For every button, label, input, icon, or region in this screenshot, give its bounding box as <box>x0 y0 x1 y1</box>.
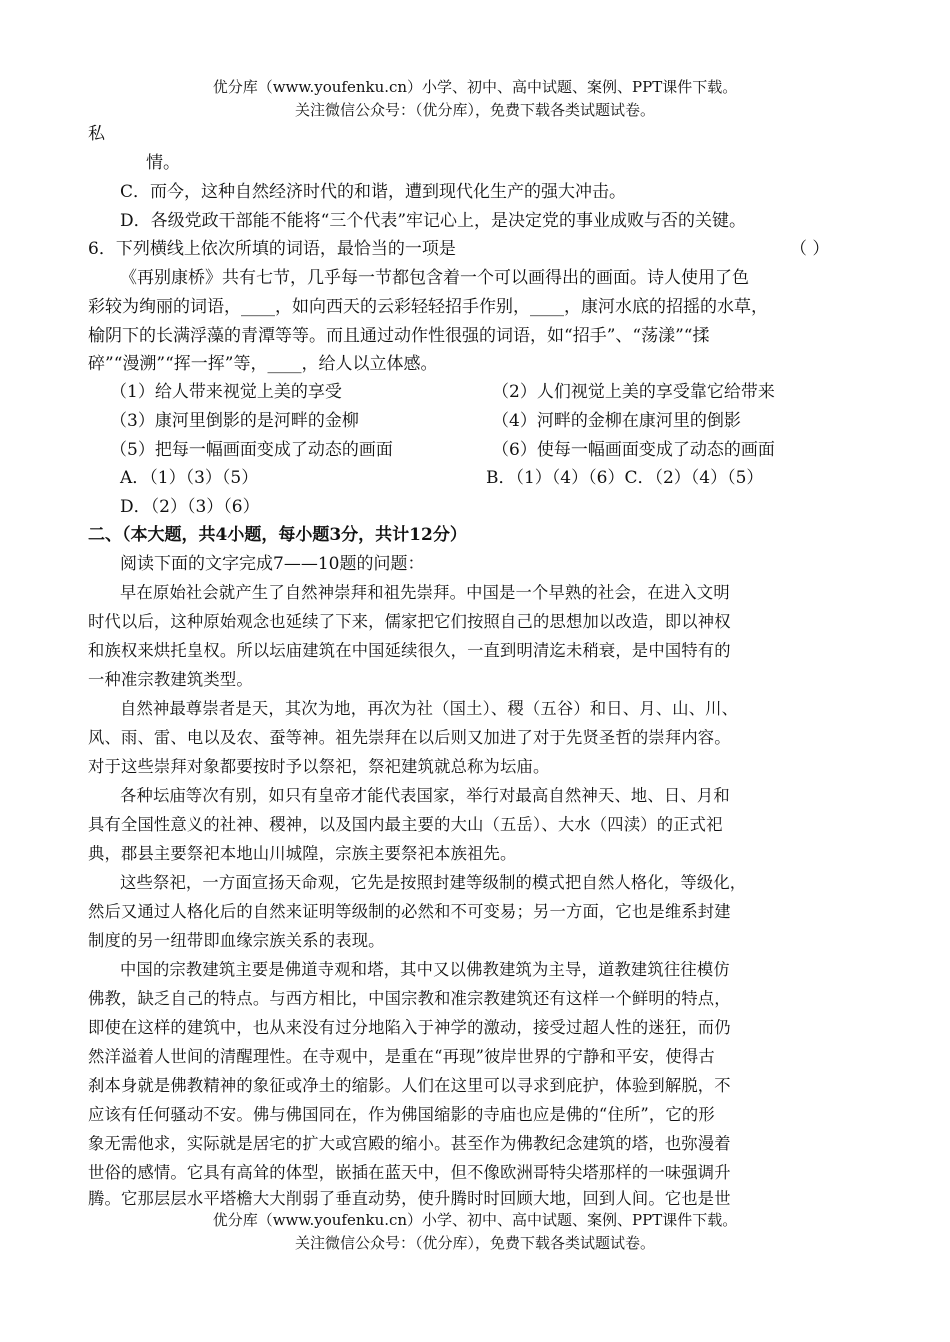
passage-line: 这些祭祀，一方面宣扬天命观，它先是按照封建等级制的模式把自然人格化，等级化， <box>120 873 747 892</box>
footer-line-2: 关注微信公众号：（优分库），免费下载各类试题试卷。 <box>294 1234 655 1252</box>
q5-option-d: D．各级党政干部能不能将“三个代表”牢记心上，是决定党的事业成败与否的关键。 <box>120 211 747 231</box>
passage-line: 然后又通过人格化后的自然来证明等级制的必然和不可变易；另一方面，它也是维系封建 <box>88 902 731 921</box>
passage-line: 早在原始社会就产生了自然神崇拜和祖先崇拜。中国是一个早熟的社会，在进入文明 <box>120 583 730 602</box>
passage-line: 制度的另一纽带即血缘宗族关系的表现。 <box>88 931 385 950</box>
passage-line: 即使在这样的建筑中，也从来没有过分地陷入于神学的激动，接受过超人性的迷狂，而仍 <box>88 1018 731 1037</box>
q6-passage-line: 碎”“漫溯”“挥一挥”等，____，给人以立体感。 <box>88 354 438 374</box>
q6-choice-a: A．（1）（3）（5） <box>120 468 259 488</box>
footer-line-1: 优分库（www.youfenku.cn）小学、初中、高中试题、案例、PPT课件下载。 <box>212 1211 738 1229</box>
q6-answer-bracket: （ ） <box>790 239 830 259</box>
q6-passage-line: 彩较为绚丽的词语，____，如向西天的云彩轻轻招手作别，____，康河水底的招摇的水草， <box>88 297 768 317</box>
passage-line: 风、雨、雷、电以及农、蚕等神。祖先崇拜在以后则又加进了对于先贤圣哲的崇拜内容。 <box>88 728 731 747</box>
section-2-intro: 阅读下面的文字完成7——10题的问题： <box>120 554 425 574</box>
header-line-1: 优分库（www.youfenku.cn）小学、初中、高中试题、案例、PPT课件下载。 <box>212 78 738 96</box>
passage-line: 世俗的感情。它具有高耸的体型，嵌插在蓝天中，但不像欧洲哥特尖塔那样的一味强调升 <box>88 1163 731 1182</box>
passage-line: 各种坛庙等次有别，如只有皇帝才能代表国家，举行对最高自然神天、地、日、月和 <box>120 786 730 805</box>
q6-option-6: （6）使每一幅画面变成了动态的画面 <box>492 440 775 460</box>
header-line-2: 关注微信公众号：（优分库），免费下载各类试题试卷。 <box>294 101 655 119</box>
q6-option-2: （2）人们视觉上美的享受靠它给带来 <box>492 382 775 402</box>
passage-line: 佛教，缺乏自己的特点。与西方相比，中国宗教和准宗教建筑还有这样一个鲜明的特点， <box>88 989 731 1008</box>
q6-passage-line: 《再别康桥》共有七节，几乎每一节都包含着一个可以画得出的画面。诗人使用了色 <box>120 268 749 288</box>
q5-option-c: C．而今，这种自然经济时代的和谐，遭到现代化生产的强大冲击。 <box>120 182 627 202</box>
q6-option-3: （3）康河里倒影的是河畔的金柳 <box>110 411 359 431</box>
passage-line: 刹本身就是佛教精神的象征或净土的缩影。人们在这里可以寻求到庇护，体验到解脱，不 <box>88 1076 731 1095</box>
passage-line: 一种准宗教建筑类型。 <box>88 670 253 689</box>
q6-choice-d: D．（2）（3）（6） <box>120 497 260 517</box>
q6-option-5: （5）把每一幅画面变成了动态的画面 <box>110 440 393 460</box>
passage-line: 和族权来烘托皇权。所以坛庙建筑在中国延续很久，一直到明清迄未稍衰，是中国特有的 <box>88 641 731 660</box>
q6-choice-b-c: B．（1）（4）（6）C．（2）（4）（5） <box>486 468 764 488</box>
q5-line-qing: 情。 <box>146 153 180 173</box>
passage-line: 对于这些崇拜对象都要按时予以祭祀，祭祀建筑就总称为坛庙。 <box>88 757 550 776</box>
passage-line: 腾。它那层层水平塔檐大大削弱了垂直动势，使升腾时时回顾大地，回到人间。它也是世 <box>88 1189 731 1208</box>
passage-line: 然洋溢着人世间的清醒理性。在寺观中，是重在“再现”彼岸世界的宁静和平安，使得古 <box>88 1047 715 1066</box>
q6-passage-line: 榆阴下的长满浮藻的青潭等等。而且通过动作性很强的词语，如“招手”、“荡漾”“揉 <box>88 326 710 346</box>
page-footer <box>0 1209 950 1255</box>
passage-line: 中国的宗教建筑主要是佛道寺观和塔，其中又以佛教建筑为主导，道教建筑往往模仿 <box>120 960 730 979</box>
passage-line: 象无需他求，实际就是居宅的扩大或宫殿的缩小。甚至作为佛教纪念建筑的塔，也弥漫着 <box>88 1134 731 1153</box>
passage-line: 时代以后，这种原始观念也延续了下来，儒家把它们按照自己的思想加以改造，即以神权 <box>88 612 731 631</box>
q6-stem: 6．下列横线上依次所填的词语，最恰当的一项是 <box>88 239 456 259</box>
passage-line: 具有全国性意义的社神、稷神，以及国内最主要的大山（五岳）、大水（四渎）的正式祀 <box>88 815 723 834</box>
passage-line: 自然神最尊崇者是天，其次为地，再次为社（国土）、稷（五谷）和日、月、山、川、 <box>120 699 739 718</box>
passage-line: 典，郡县主要祭祀本地山川城隍，宗族主要祭祀本族祖先。 <box>88 844 517 863</box>
page-header <box>0 76 950 122</box>
section-2-title: 二、（本大题，共4小题，每小题3分，共计12分） <box>88 525 467 545</box>
q6-option-1: （1）给人带来视觉上美的享受 <box>110 382 342 402</box>
q6-option-4: （4）河畔的金柳在康河里的倒影 <box>492 411 741 431</box>
passage-line: 应该有任何骚动不安。佛与佛国同在，作为佛国缩影的寺庙也应是佛的“住所”，它的形 <box>88 1105 715 1124</box>
q5-line-si: 私 <box>88 124 105 144</box>
